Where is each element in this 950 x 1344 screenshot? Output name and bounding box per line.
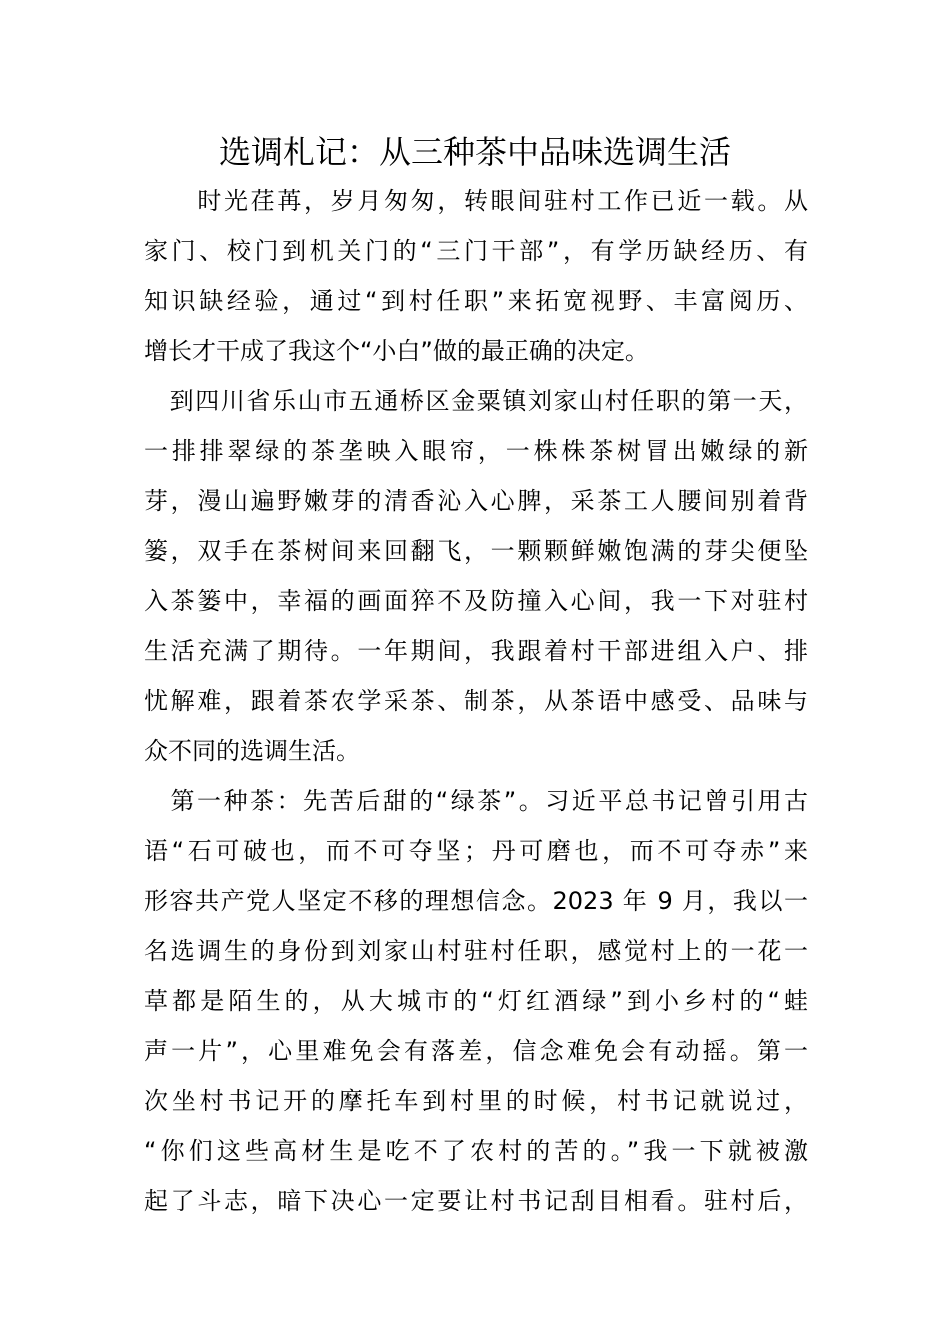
text-line: 增长才干成了我这个“小白”做的最正确的决定。 — [144, 337, 649, 365]
text-line: 时光荏苒，岁月匆匆，转眼间驻村工作已近一载。从 — [144, 187, 808, 215]
text-line: 篓，双手在茶树间来回翻飞，一颗颗鲜嫩饱满的芽尖便坠 — [144, 537, 808, 565]
text-line: 芽，漫山遍野嫩芽的清香沁入心脾，采茶工人腰间别着背 — [144, 487, 808, 515]
text-line: 生活充满了期待。一年期间，我跟着村干部进组入户、排 — [144, 637, 808, 665]
text-line: 声一片”，心里难免会有落差，信念难免会有动摇。第一 — [144, 1037, 808, 1065]
text-line: 起了斗志，暗下决心一定要让村书记刮目相看。驻村后， — [144, 1187, 808, 1215]
text-line: 形容共产党人坚定不移的理想信念。2023 年 9 月，我以一 — [144, 887, 808, 915]
text-line: 第一种茶：先苦后甜的“绿茶”。习近平总书记曾引用古 — [144, 787, 808, 815]
text-line: 次坐村书记开的摩托车到村里的时候，村书记就说过， — [144, 1087, 808, 1115]
text-line: 知识缺经验，通过“到村任职”来拓宽视野、丰富阅历、 — [144, 287, 808, 315]
text-line: 名选调生的身份到刘家山村驻村任职，感觉村上的一花一 — [144, 937, 808, 965]
text-line: 草都是陌生的，从大城市的“灯红酒绿”到小乡村的“蛙 — [144, 987, 808, 1015]
text-line: 忧解难，跟着茶农学采茶、制茶，从茶语中感受、品味与 — [144, 687, 808, 715]
text-line: 入茶篓中，幸福的画面猝不及防撞入心间，我一下对驻村 — [144, 587, 808, 615]
text-line: 众不同的选调生活。 — [144, 737, 360, 765]
document-title: 选调札记：从三种茶中品味选调生活 — [218, 133, 731, 171]
text-line: 到四川省乐山市五通桥区金粟镇刘家山村任职的第一天， — [144, 387, 808, 415]
text-line: 一排排翠绿的茶垄映入眼帘，一株株茶树冒出嫩绿的新 — [144, 437, 808, 465]
text-line: 家门、校门到机关门的“三门干部”，有学历缺经历、有 — [144, 237, 808, 265]
text-line: “你们这些高材生是吃不了农村的苦的。”我一下就被激 — [144, 1137, 808, 1165]
text-line: 语“石可破也，而不可夺坚；丹可磨也，而不可夺赤”来 — [144, 837, 808, 865]
